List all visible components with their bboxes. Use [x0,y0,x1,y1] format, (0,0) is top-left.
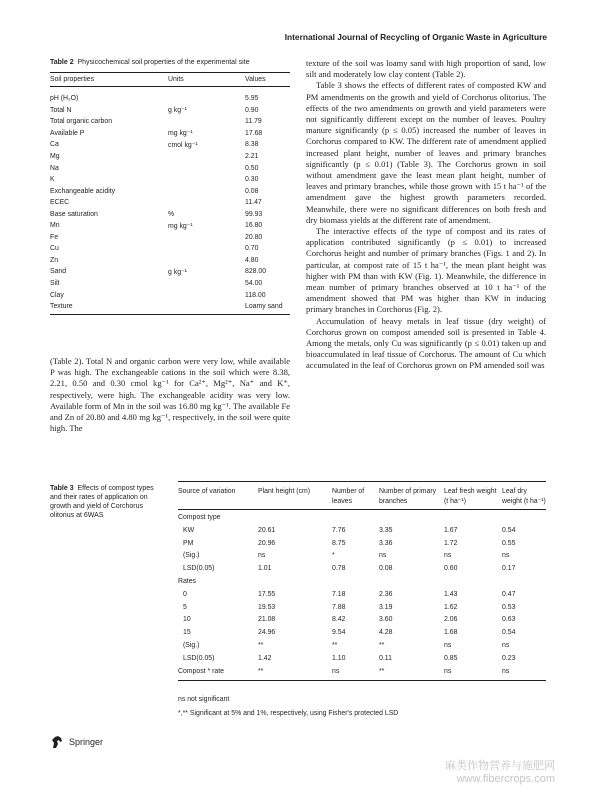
table-cell: 1.42 [258,654,272,662]
table-cell: Base saturation [50,210,98,218]
watermark-line: www.fibercrops.com [456,773,555,785]
table-cell [258,578,332,591]
table-cell [332,510,379,527]
column-header: Number of primary branches [379,488,437,505]
right-column-text [306,58,546,372]
table-row [50,197,290,209]
table-row [178,616,546,629]
table-cell: LSD(0.05) [183,654,215,662]
table-cell [168,278,245,290]
table-cell: Silt [50,280,60,288]
table-row [178,629,546,642]
springer-horse-icon [50,735,64,749]
table-cell: Zn [50,256,59,264]
table-row [50,208,290,220]
table-cell [168,232,245,244]
table-cell: 3.60 [379,616,393,624]
column-header: Leaf fresh weight (t ha⁻¹) [444,488,497,505]
table-cell: 9.54 [332,629,346,637]
column-header: Soil properties [50,76,95,83]
table-cell: 8.42 [332,616,346,624]
table-cell: 0.08 [379,565,393,573]
table-cell: 8.75 [332,539,346,547]
table-cell [168,289,245,301]
table-cell: ns [502,641,510,649]
table-cell [379,578,444,591]
table-cell: Total organic carbon [50,118,113,126]
table-cell: Available P [50,129,85,137]
table-row [50,105,290,117]
table-cell: LSD(0.05) [183,565,215,573]
table-cell: 5.95 [245,95,259,103]
table-cell: 20.61 [258,526,276,534]
table-cell: (Sig.) [183,641,200,649]
table-cell [332,578,379,591]
table-cell [168,116,245,128]
paragraph: Table 3 shows the effects of different rates of composted KW and PM amendments on the growth and yield of Corchorus olitorius. The effects of the two amendments on growth and yield parameters were not significantly different except on the number of leaves. Poultry manure significantly (p ≤ 0.05) increased the number of leaves in Corchorus compared to KW. The different rate of amendment applied increased plant height, number of leaves and primary branches significantly (p ≤ 0.01) (Table 3). The Corchorus grown in soil without amendment gave the least mean plant height, number of leaves and primary branches, while those grown with 15 t ha⁻¹ of the amendment gave the highest growth parameters recorded. Meanwhile, there were no significant differences on both fresh and dry biomass yields at the different rate of amendment. [306,80,546,225]
table-cell [168,301,245,315]
table-row [50,301,290,315]
table-cell: Mg [50,153,60,160]
table-cell: g kg⁻¹ [168,268,187,276]
table-3 [178,481,546,681]
table-row [178,510,546,527]
table-cell: Na [50,164,59,172]
table-cell: 20.96 [258,539,276,547]
table-3-footnotes [178,695,546,723]
table-cell: Fe [50,233,59,241]
table-cell: Total N [50,106,72,114]
table-cell [168,185,245,197]
table-row [178,565,546,578]
table-row [50,87,290,105]
table-cell [168,151,245,163]
table-2 [50,58,290,315]
table-cell: 1.68 [444,629,458,637]
table-cell: 4.28 [379,629,393,637]
table-cell [168,197,245,209]
table-cell: 828.00 [245,268,267,276]
table-cell: mg kg⁻¹ [168,130,193,138]
table-cell: ** [258,641,264,649]
publisher-name: Springer [69,737,104,747]
footer [50,735,103,749]
table-cell [379,510,444,527]
table-cell: 7.18 [332,590,346,598]
table-cell: 0.60 [444,565,458,573]
table-header-row [50,73,290,87]
table-cell: (Sig.) [183,552,200,560]
table-3-caption-text: Effects of compost types and their rates of application on growth and yield of Corchorus olitorius at 6WAS [50,485,154,519]
table-cell: Clay [50,291,64,299]
column-header: Plant height (cm) [258,488,311,495]
table-cell: ** [258,667,264,675]
table-row [50,128,290,140]
table-row [178,668,546,681]
table-cell [502,578,546,591]
table-cell: 8.38 [245,141,259,149]
table-2-grid [50,72,290,315]
table-row [178,578,546,591]
table-row [178,642,546,655]
table-row [178,552,546,565]
table-3-caption [50,484,165,520]
table-row [178,604,546,617]
table-cell: Exchangeable acidity [50,187,116,195]
column-header: Units [168,76,184,83]
table-3-label: Table 3 [50,485,74,492]
table-cell: 1.67 [444,526,458,534]
table-cell: 19.53 [258,603,276,611]
paragraph: The interactive effects of the type of compost and its rates of application contributed significantly (p ≤ 0.01) to increased Corchorus height and number of primary branches (Figs. 1 and 2). In particular, at compost rate of 15 t ha⁻¹, the mean plant height was higher with PM than with KW (Fig. 1). Meanwhile, the difference in mean number of primary branches observed at 10 t ha⁻¹ of the amendment showed that PM was higher than KW in inducing primary branches in Corchorus (Fig. 2). [306,226,546,315]
table-row [50,289,290,301]
column-header: Number of leaves [332,488,365,505]
table-2-caption-text: Physicochemical soil properties of the experimental site [77,59,250,66]
footnote: ns not significant [178,696,230,703]
table-cell: 11.79 [245,118,262,126]
table-cell: 3.36 [379,539,393,547]
table-cell: PM [183,539,194,547]
table-cell: ns [444,667,452,675]
table-cell: 5 [183,603,187,611]
table-row [178,655,546,668]
table-cell: 2.06 [444,616,458,624]
table-cell: 0.54 [502,629,516,637]
table-cell: 17.55 [258,590,276,598]
table-cell: 1.01 [258,565,272,573]
table-cell: 0.17 [502,565,516,573]
table-2-caption [50,58,290,67]
table-cell: 24.96 [258,629,276,637]
paragraph: (Table 2). Total N and organic carbon were very low, while available P was high. The exchangeable cations in the soil which were 8.38, 2.21, 0.50 and 0.30 cmol kg⁻¹ for Ca²⁺, Mg²⁺, Na⁺ and K⁺, respectively, were high. The exchangeable acidity was very low. Available form of Mn in the soil was 16.80 mg kg⁻¹. The available Fe and Zn of 20.80 and 4.80 mg kg⁻¹, respectively, in the soil were quite high. The [50,356,290,434]
table-cell: Loamy sand [245,303,283,311]
table-cell: 2.21 [245,153,259,160]
table-cell: 1.43 [444,590,458,598]
left-column-text [50,356,290,434]
table-cell: Mn [50,222,60,230]
table-row [178,540,546,553]
watermark [445,760,555,786]
table-cell: mg kg⁻¹ [168,222,193,230]
table-cell: 0.63 [502,616,516,624]
table-cell: 7.88 [332,603,346,611]
table-cell: Texture [50,303,73,311]
table-cell: 0.78 [332,565,346,573]
table-row [50,162,290,174]
table-cell [258,510,332,527]
table-cell: 20.80 [245,233,263,241]
table-cell: 0.11 [379,654,392,662]
table-cell: Cu [50,245,59,253]
table-3-grid [178,481,546,681]
table-cell: 0 [183,590,187,598]
table-row [50,220,290,232]
paragraph: Accumulation of heavy metals in leaf tissue (dry weight) of Corchorus grown on compost amended soil is presented in Table 4. Among the metals, only Cu was significantly (p ≤ 0.01) taken up and bioaccumulated in leaf tissue of Corchorus. The amount of Cu which accumulated in the leaf of Corchorus grown on PM amended soil was [306,315,546,371]
table-row [50,232,290,244]
table-cell: 7.76 [332,526,346,534]
table-cell: ns [258,552,266,560]
table-header-row [178,482,546,510]
table-cell: 3.19 [379,603,393,611]
table-row [50,185,290,197]
column-header: Leaf dry weight (t ha⁻¹) [502,488,546,505]
table-2-body [50,87,290,315]
table-cell: 1.62 [444,603,458,611]
table-cell: ** [379,641,385,649]
table-cell [168,87,245,105]
table-cell: 17.68 [245,129,263,137]
table-cell: 118.00 [245,291,266,299]
table-cell: Rates [178,577,197,585]
table-cell: 0.70 [245,245,259,253]
table-cell: 1.72 [444,539,458,547]
table-cell: 0.55 [502,539,516,547]
table-cell: KW [183,526,195,534]
journal-header: International Journal of Recycling of Organic Waste in Agriculture [284,32,547,42]
column-header: Values [245,76,266,83]
table-row [50,278,290,290]
table-cell: 0.54 [502,526,516,534]
table-cell: Compost * rate [178,667,224,675]
table-cell: g kg⁻¹ [168,107,187,115]
table-cell: Sand [50,268,67,276]
table-row [50,151,290,163]
table-cell [168,162,245,174]
table-row [50,266,290,278]
table-row [50,116,290,128]
table-cell [168,255,245,267]
table-row [178,591,546,604]
table-cell: ECEC [50,199,70,207]
table-cell [444,578,502,591]
table-row [50,174,290,186]
table-cell: 16.80 [245,222,263,230]
table-cell: ** [379,667,385,675]
table-cell: 0.23 [502,654,516,662]
table-cell: 21.08 [258,616,276,624]
table-cell: 2.36 [379,590,393,598]
table-cell [444,510,502,527]
table-cell: 3.35 [379,526,393,534]
table-row [178,527,546,540]
table-cell: 0.30 [245,176,259,184]
table-cell: ns [444,641,452,649]
table-cell: 0.90 [245,106,259,114]
table-cell [502,510,546,527]
table-cell: 99.93 [245,210,263,218]
table-row [50,255,290,267]
table-cell: 11.47 [245,199,262,207]
footnote: *,** Significant at 5% and 1%, respectively, using Fisher's protected LSD [178,710,399,717]
table-cell: cmol kg⁻¹ [168,141,198,149]
table-cell: pH (H₂O) [50,95,79,103]
table-cell: ns [502,667,510,675]
table-cell: 0.85 [444,654,458,662]
table-cell: Compost type [178,514,221,521]
table-row [50,243,290,255]
table-cell: 15 [183,629,191,637]
table-cell: 54.00 [245,280,263,288]
table-cell: * [332,552,335,560]
table-cell: Ca [50,141,59,149]
column-header: Source of variation [178,488,236,495]
table-cell: 0.08 [245,187,259,195]
table-cell: 0.50 [245,164,259,172]
watermark-line: 麻类作物营养与施肥网 [445,760,555,772]
table-cell: ns [444,552,452,560]
table-cell: ns [379,552,387,560]
table-cell: 0.47 [502,590,516,598]
table-cell: 0.53 [502,603,516,611]
table-cell [168,243,245,255]
table-cell: ns [502,552,510,560]
paragraph: texture of the soil was loamy sand with high proportion of sand, low silt and moderately low clay content (Table 2). [306,58,546,80]
table-cell [168,174,245,186]
table-3-body [178,510,546,681]
table-cell: % [168,210,175,218]
table-cell: 10 [183,616,191,624]
table-cell: ** [332,641,338,649]
table-row [50,139,290,151]
table-cell: K [50,176,55,184]
table-2-label: Table 2 [50,59,74,66]
table-cell: ns [332,667,340,675]
table-cell: 4.80 [245,256,259,264]
table-cell: 1.10 [332,654,346,662]
